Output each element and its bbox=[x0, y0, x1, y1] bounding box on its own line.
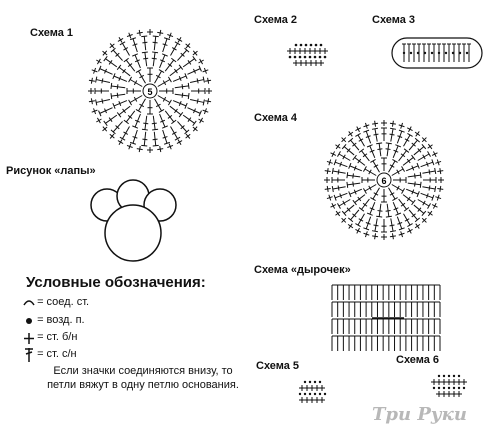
double-crochet-stitch bbox=[119, 67, 130, 76]
double-crochet-stitch bbox=[414, 205, 424, 213]
double-crochet-stitch bbox=[333, 171, 346, 173]
double-crochet-stitch bbox=[355, 195, 365, 203]
scheme-1-title: Схема 1 bbox=[30, 27, 74, 39]
double-crochet-stitch bbox=[175, 94, 189, 96]
double-crochet-stitch bbox=[351, 140, 359, 150]
double-crochet-stitch bbox=[391, 129, 393, 142]
holes-scheme-diagram bbox=[332, 285, 440, 351]
single-crochet-stitch bbox=[415, 224, 420, 228]
double-crochet-stitch bbox=[136, 70, 141, 73]
double-crochet-stitch bbox=[375, 218, 377, 231]
double-crochet-stitch bbox=[403, 157, 413, 165]
double-crochet-stitch bbox=[123, 43, 130, 55]
double-crochet-stitch bbox=[179, 65, 183, 70]
double-crochet-stitch bbox=[372, 128, 378, 129]
double-crochet-stitch bbox=[143, 58, 148, 59]
double-crochet-stitch bbox=[152, 52, 158, 53]
double-crochet-stitch bbox=[96, 100, 97, 106]
double-crochet-stitch bbox=[154, 132, 155, 146]
double-crochet-stitch bbox=[355, 158, 365, 166]
legend-title: Условные обозначения: bbox=[26, 274, 206, 291]
double-crochet-stitch bbox=[144, 132, 145, 146]
double-crochet-stitch bbox=[165, 60, 174, 71]
double-crochet-stitch bbox=[126, 111, 135, 122]
legend-item-label: = ст. с/н bbox=[37, 348, 77, 360]
double-crochet-stitch bbox=[359, 149, 364, 153]
chain-stitch bbox=[448, 387, 450, 389]
chain-stitch bbox=[458, 387, 460, 389]
double-crochet-stitch bbox=[155, 99, 162, 111]
double-crochet-stitch bbox=[390, 231, 396, 232]
single-crochet-stitch bbox=[415, 132, 420, 136]
scheme-3-title: Схема 3 bbox=[372, 14, 416, 26]
double-crochet-stitch bbox=[399, 151, 407, 161]
double-crochet-stitch bbox=[399, 199, 407, 209]
double-crochet-stitch bbox=[403, 195, 413, 203]
double-crochet-stitch bbox=[435, 186, 436, 192]
single-crochet-stitch bbox=[177, 38, 182, 41]
double-crochet-stitch bbox=[165, 111, 174, 122]
scheme-6-title: Схема 6 bbox=[396, 354, 440, 366]
double-crochet-stitch bbox=[379, 204, 381, 217]
double-crochet-stitch bbox=[119, 106, 130, 115]
double-crochet-stitch bbox=[120, 42, 125, 45]
double-crochet-stitch bbox=[387, 204, 389, 217]
double-crochet-stitch bbox=[109, 60, 112, 64]
double-crochet-stitch bbox=[177, 50, 186, 60]
double-crochet-stitch bbox=[347, 172, 348, 178]
double-crochet-stitch bbox=[154, 36, 155, 50]
double-crochet-stitch bbox=[351, 210, 359, 220]
double-crochet-stitch bbox=[117, 93, 118, 98]
single-crochet-stitch bbox=[440, 186, 441, 192]
double-crochet-stitch bbox=[145, 52, 147, 66]
single-crochet-stitch bbox=[157, 32, 163, 33]
double-crochet-icon bbox=[25, 348, 33, 362]
double-crochet-stitch bbox=[353, 155, 357, 160]
single-crochet-stitch bbox=[118, 38, 123, 41]
double-crochet-stitch bbox=[408, 175, 421, 177]
double-crochet-stitch bbox=[337, 151, 340, 156]
double-crochet-stitch bbox=[153, 116, 155, 130]
double-crochet-stitch bbox=[117, 112, 121, 117]
double-crochet-stitch bbox=[142, 129, 148, 130]
scheme-4-center-number: 6 bbox=[381, 176, 387, 186]
double-crochet-stitch bbox=[171, 58, 176, 62]
chain-stitch bbox=[289, 56, 292, 59]
double-crochet-stitch bbox=[113, 121, 122, 131]
single-crochet-stitch bbox=[157, 149, 163, 150]
chain-stitch bbox=[438, 375, 440, 377]
double-crochet-stitch bbox=[374, 225, 379, 226]
single-crochet-stitch bbox=[200, 59, 203, 64]
double-crochet-stitch bbox=[124, 58, 129, 62]
double-crochet-stitch bbox=[363, 166, 366, 171]
double-crochet-stitch bbox=[359, 208, 364, 212]
double-crochet-stitch bbox=[197, 78, 198, 83]
single-crochet-stitch bbox=[177, 141, 182, 144]
slip-stitch-icon bbox=[24, 301, 34, 305]
double-crochet-stitch bbox=[145, 116, 147, 130]
double-crochet-stitch bbox=[144, 36, 145, 50]
chain-stitch bbox=[424, 52, 426, 54]
double-crochet-stitch bbox=[153, 52, 155, 66]
double-crochet-stitch bbox=[344, 147, 354, 155]
double-crochet-stitch bbox=[414, 147, 424, 155]
single-crochet-stitch bbox=[390, 123, 396, 124]
chain-stitch bbox=[452, 52, 454, 54]
double-crochet-stitch bbox=[420, 182, 421, 188]
double-crochet-stitch bbox=[104, 121, 108, 126]
double-crochet-stitch bbox=[344, 205, 354, 213]
double-crochet-stitch bbox=[390, 134, 395, 135]
double-crochet-stitch bbox=[183, 115, 194, 123]
double-crochet-stitch bbox=[142, 139, 147, 140]
double-crochet-stitch bbox=[139, 99, 146, 111]
single-crochet-stitch bbox=[97, 59, 100, 64]
double-crochet-stitch bbox=[158, 96, 170, 103]
single-crochet-stitch bbox=[348, 132, 353, 136]
double-crochet-stitch bbox=[391, 218, 393, 231]
double-crochet-stitch bbox=[409, 210, 417, 220]
chain-stitch bbox=[403, 52, 405, 54]
double-crochet-stitch bbox=[175, 86, 189, 88]
double-crochet-stitch bbox=[104, 56, 108, 61]
single-crochet-stitch bbox=[137, 32, 143, 33]
chain-stitch bbox=[319, 381, 321, 383]
double-crochet-stitch bbox=[141, 145, 147, 146]
double-crochet-stitch bbox=[168, 77, 171, 82]
double-crochet-stitch bbox=[402, 188, 405, 193]
double-crochet-stitch bbox=[193, 121, 197, 126]
double-crochet-stitch bbox=[386, 149, 391, 150]
double-crochet-stitch bbox=[117, 65, 121, 70]
double-crochet-stitch bbox=[158, 80, 170, 87]
double-crochet-stitch bbox=[106, 59, 117, 67]
double-crochet-stitch bbox=[143, 123, 148, 124]
double-crochet-stitch bbox=[102, 78, 103, 83]
paw-figure-title: Рисунок «лапы» bbox=[6, 165, 96, 177]
double-crochet-stitch bbox=[402, 166, 405, 171]
double-crochet-stitch bbox=[390, 128, 396, 129]
double-crochet-stitch bbox=[123, 127, 130, 139]
paw-figure bbox=[91, 180, 176, 261]
double-crochet-stitch bbox=[429, 170, 430, 175]
chain-stitch bbox=[304, 56, 307, 59]
double-crochet-stitch bbox=[353, 173, 354, 178]
double-crochet-stitch bbox=[152, 129, 158, 130]
chain-stitch bbox=[299, 393, 301, 395]
double-crochet-stitch bbox=[171, 120, 176, 124]
double-crochet-stitch bbox=[375, 129, 377, 142]
double-crochet-stitch bbox=[171, 43, 178, 55]
double-crochet-stitch bbox=[168, 100, 171, 105]
double-crochet-stitch bbox=[361, 151, 369, 161]
chain-stitch bbox=[453, 375, 455, 377]
double-crochet-stitch bbox=[153, 139, 158, 140]
double-crochet-stitch bbox=[117, 84, 118, 89]
holes-scheme-title: Схема «дырочек» bbox=[254, 264, 351, 276]
single-crochet-stitch bbox=[336, 211, 340, 216]
single-crochet-stitch bbox=[428, 211, 432, 216]
double-crochet-stitch bbox=[159, 109, 164, 112]
double-crochet-stitch bbox=[203, 100, 204, 106]
chain-stitch bbox=[438, 387, 440, 389]
double-crochet-stitch bbox=[347, 175, 360, 177]
double-crochet-stitch bbox=[429, 186, 430, 191]
double-crochet-stitch bbox=[404, 149, 409, 153]
double-crochet-stitch bbox=[362, 199, 370, 209]
double-crochet-stitch bbox=[159, 70, 164, 73]
double-crochet-stitch bbox=[152, 123, 157, 124]
single-crochet-stitch bbox=[327, 186, 328, 192]
double-crochet-stitch bbox=[106, 115, 117, 123]
double-crochet-stitch bbox=[404, 208, 409, 212]
double-crochet-stitch bbox=[188, 93, 189, 99]
double-crochet-stitch bbox=[130, 80, 142, 87]
double-crochet-stitch bbox=[412, 200, 416, 205]
chain-stitch bbox=[443, 387, 445, 389]
single-crochet-stitch bbox=[208, 78, 209, 84]
double-crochet-stitch bbox=[136, 109, 141, 112]
double-crochet-stitch bbox=[377, 149, 382, 150]
double-crochet-stitch bbox=[129, 77, 132, 82]
chain-stitch bbox=[466, 52, 468, 54]
double-crochet-stitch bbox=[126, 60, 135, 71]
legend-item-label: = соед. ст. bbox=[37, 296, 90, 308]
double-crochet-stitch bbox=[129, 100, 132, 105]
chain-stitch bbox=[433, 387, 435, 389]
scheme-3-diagram bbox=[392, 38, 482, 68]
single-crochet-stitch bbox=[137, 149, 143, 150]
scheme-6-diagram bbox=[431, 375, 467, 397]
legend-item-label: = возд. п. bbox=[37, 314, 85, 326]
double-crochet-stitch bbox=[332, 186, 333, 192]
scheme-4-title: Схема 4 bbox=[254, 112, 298, 124]
double-crochet-stitch bbox=[142, 42, 147, 43]
chain-stitch bbox=[295, 44, 298, 47]
double-crochet-stitch bbox=[372, 231, 378, 232]
double-crochet-stitch bbox=[182, 93, 183, 98]
double-crochet-stitch bbox=[408, 183, 421, 185]
double-crochet-stitch bbox=[363, 188, 366, 193]
double-crochet-stitch bbox=[374, 134, 379, 135]
double-crochet-stitch bbox=[155, 71, 162, 83]
single-crochet-stitch bbox=[208, 98, 209, 104]
double-crochet-stitch bbox=[130, 96, 142, 103]
single-crochet-stitch bbox=[440, 168, 441, 174]
double-crochet-stitch bbox=[347, 182, 348, 188]
double-crochet-stitch bbox=[175, 137, 180, 140]
double-crochet-stitch bbox=[124, 120, 129, 124]
double-crochet-stitch bbox=[120, 137, 125, 140]
double-crochet-stitch bbox=[353, 200, 357, 205]
double-crochet-stitch bbox=[387, 143, 389, 156]
double-crochet-stitch bbox=[171, 127, 178, 139]
chain-stitch bbox=[314, 381, 316, 383]
double-crochet-stitch bbox=[428, 151, 431, 156]
double-crochet-stitch bbox=[333, 187, 346, 189]
chain-stitch bbox=[300, 44, 303, 47]
chain-stitch bbox=[319, 56, 322, 59]
double-crochet-stitch bbox=[422, 171, 435, 173]
double-crochet-stitch bbox=[96, 77, 97, 83]
paw-pad bbox=[105, 205, 161, 261]
chain-stitch bbox=[304, 393, 306, 395]
chain-stitch bbox=[304, 381, 306, 383]
double-crochet-stitch bbox=[139, 71, 146, 83]
double-crochet-stitch bbox=[109, 118, 112, 122]
watermark-logo: Три Руки bbox=[372, 404, 467, 425]
scheme-5-diagram bbox=[299, 381, 326, 403]
chain-stitch bbox=[309, 393, 311, 395]
chain-stitch bbox=[309, 381, 311, 383]
legend-icons bbox=[24, 301, 34, 362]
chain-stitch bbox=[320, 44, 323, 47]
double-crochet-stitch bbox=[370, 159, 375, 162]
double-crochet-stitch bbox=[179, 112, 183, 117]
double-crochet-stitch bbox=[175, 42, 180, 45]
double-crochet-stitch bbox=[111, 86, 125, 88]
single-crochet-stitch bbox=[372, 236, 378, 237]
double-crochet-stitch bbox=[188, 60, 191, 64]
chain-stitch bbox=[294, 56, 297, 59]
double-crochet-stitch bbox=[435, 168, 436, 174]
chain-stitch bbox=[309, 56, 312, 59]
double-crochet-stitch bbox=[193, 56, 197, 61]
double-crochet-stitch bbox=[370, 198, 375, 201]
double-crochet-stitch bbox=[428, 203, 431, 208]
chain-stitch bbox=[324, 393, 326, 395]
double-crochet-stitch bbox=[113, 50, 122, 60]
double-crochet-stitch bbox=[386, 143, 392, 144]
double-crochet-stitch bbox=[152, 58, 157, 59]
chain-stitch bbox=[445, 52, 447, 54]
double-crochet-stitch bbox=[392, 198, 397, 201]
double-crochet-stitch bbox=[153, 145, 159, 146]
chain-stitch bbox=[310, 44, 313, 47]
scheme-1-center-number: 5 bbox=[147, 87, 153, 97]
legend-note-line-2: петли вяжут в одну петлю основания. bbox=[47, 379, 239, 391]
double-crochet-stitch bbox=[188, 118, 191, 122]
chain-stitch bbox=[448, 375, 450, 377]
chain-stitch-icon bbox=[26, 318, 32, 324]
chain-stitch bbox=[324, 56, 327, 59]
chain-stitch bbox=[299, 56, 302, 59]
legend-note-line-1: Если значки соединяются внизу, то bbox=[53, 365, 233, 377]
double-crochet-stitch bbox=[386, 216, 392, 217]
double-crochet-stitch bbox=[409, 140, 417, 150]
single-crochet-stitch bbox=[336, 144, 340, 149]
double-crochet-stitch bbox=[415, 182, 416, 187]
scheme-2-title: Схема 2 bbox=[254, 14, 298, 26]
chain-stitch bbox=[314, 56, 317, 59]
double-crochet-stitch bbox=[111, 94, 125, 96]
double-crochet-stitch bbox=[347, 183, 360, 185]
chain-stitch bbox=[443, 375, 445, 377]
double-crochet-stitch bbox=[111, 83, 112, 89]
double-crochet-stitch bbox=[376, 216, 382, 217]
chain-stitch bbox=[453, 387, 455, 389]
double-crochet-stitch bbox=[337, 203, 340, 208]
double-crochet-stitch bbox=[170, 106, 181, 115]
double-crochet-stitch bbox=[386, 211, 391, 212]
double-crochet-stitch bbox=[338, 186, 339, 191]
single-crochet-stitch bbox=[390, 236, 396, 237]
double-crochet-stitch bbox=[183, 59, 194, 67]
double-crochet-stitch bbox=[412, 155, 416, 160]
double-crochet-stitch bbox=[182, 84, 183, 89]
double-crochet-stitch bbox=[376, 143, 382, 144]
double-crochet-stitch bbox=[102, 99, 103, 104]
double-crochet-stitch bbox=[390, 225, 395, 226]
chain-stitch bbox=[438, 52, 440, 54]
double-crochet-stitch bbox=[111, 93, 112, 99]
double-crochet-stitch bbox=[353, 182, 354, 187]
double-crochet-stitch bbox=[415, 173, 416, 178]
double-crochet-stitch bbox=[142, 52, 148, 53]
chain-stitch bbox=[410, 52, 412, 54]
single-crochet-stitch bbox=[348, 224, 353, 228]
double-crochet-stitch bbox=[379, 143, 381, 156]
chain-stitch bbox=[459, 52, 461, 54]
chain-stitch bbox=[305, 44, 308, 47]
chain-stitch bbox=[319, 393, 321, 395]
chain-stitch bbox=[314, 393, 316, 395]
double-crochet-stitch bbox=[197, 99, 198, 104]
double-crochet-stitch bbox=[422, 187, 435, 189]
double-crochet-stitch bbox=[355, 133, 360, 136]
double-crochet-stitch bbox=[338, 170, 339, 175]
double-crochet-stitch bbox=[141, 36, 147, 37]
chain-stitch bbox=[431, 52, 433, 54]
chain-stitch bbox=[458, 375, 460, 377]
single-crochet-stitch bbox=[372, 123, 378, 124]
double-crochet-stitch bbox=[170, 67, 181, 76]
chain-stitch bbox=[315, 44, 318, 47]
double-crochet-stitch bbox=[407, 224, 412, 227]
double-crochet-stitch bbox=[153, 36, 159, 37]
double-crochet-stitch bbox=[332, 168, 333, 174]
double-crochet-stitch bbox=[407, 133, 412, 136]
scheme-2-diagram bbox=[287, 44, 328, 66]
chain-stitch bbox=[463, 387, 465, 389]
double-crochet-stitch bbox=[188, 83, 189, 89]
single-crochet-icon bbox=[24, 333, 34, 344]
single-crochet-stitch bbox=[118, 141, 123, 144]
chain-stitch bbox=[417, 52, 419, 54]
single-crochet-stitch bbox=[327, 168, 328, 174]
double-crochet-stitch bbox=[420, 172, 421, 178]
single-crochet-stitch bbox=[91, 98, 92, 104]
double-crochet-stitch bbox=[355, 224, 360, 227]
single-crochet-stitch bbox=[97, 118, 100, 123]
double-crochet-stitch bbox=[153, 42, 158, 43]
double-crochet-stitch bbox=[392, 159, 397, 162]
double-crochet-stitch bbox=[377, 211, 382, 212]
single-crochet-stitch bbox=[200, 118, 203, 123]
double-crochet-stitch bbox=[203, 77, 204, 83]
single-crochet-stitch bbox=[91, 78, 92, 84]
legend-item-label: = ст. б/н bbox=[37, 331, 78, 343]
single-crochet-stitch bbox=[428, 144, 432, 149]
double-crochet-stitch bbox=[177, 121, 186, 131]
scheme-5-title: Схема 5 bbox=[256, 360, 300, 372]
